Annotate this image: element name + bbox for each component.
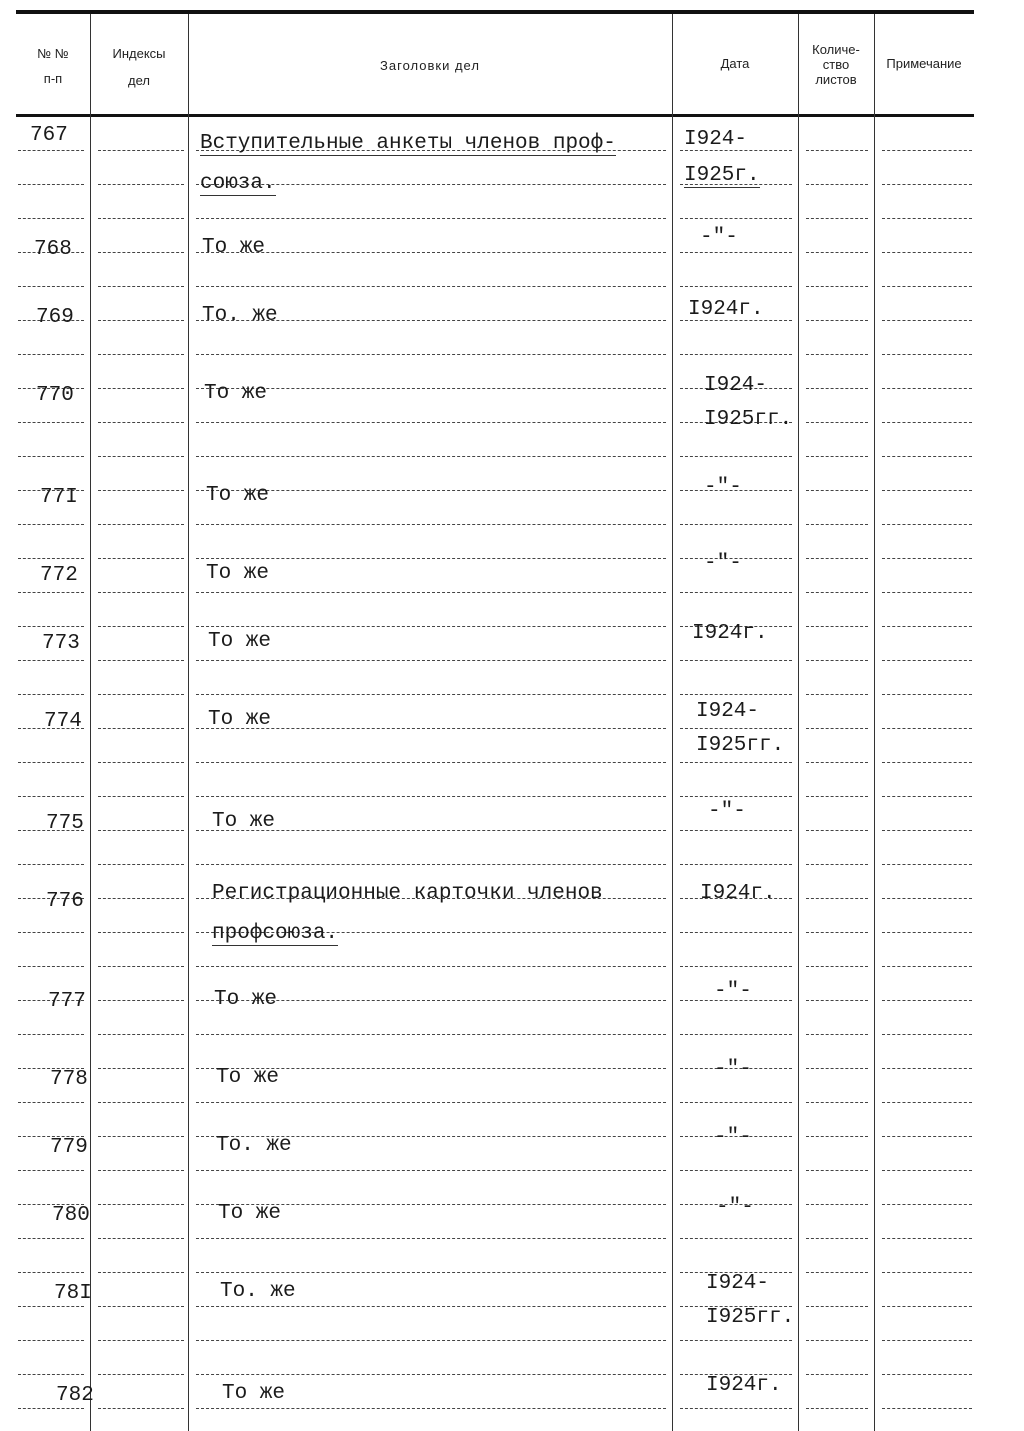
ruled-line — [882, 286, 972, 287]
ruled-line — [98, 1034, 184, 1035]
col-title-header — [188, 14, 672, 114]
ruled-line — [18, 626, 84, 627]
case-title: То. же — [202, 304, 278, 327]
ruled-line — [882, 1204, 972, 1205]
table-header — [16, 10, 974, 117]
row-number: 769 — [36, 306, 74, 329]
ruled-line — [806, 694, 868, 695]
ruled-line — [806, 932, 868, 933]
ruled-line — [806, 218, 868, 219]
col-date-header — [672, 14, 798, 114]
ruled-line — [680, 1034, 792, 1035]
ruled-line — [882, 1068, 972, 1069]
ruled-line — [18, 1340, 84, 1341]
ruled-line — [882, 1102, 972, 1103]
ruled-line — [806, 660, 868, 661]
ruled-line — [18, 558, 84, 559]
ruled-line — [98, 1136, 184, 1137]
col-index-sublabel: дел — [128, 73, 150, 88]
ruled-line — [882, 626, 972, 627]
ruled-line — [18, 422, 84, 423]
ruled-line — [18, 524, 84, 525]
ruled-line — [18, 456, 84, 457]
case-date: I924- — [704, 374, 768, 397]
ruled-line — [196, 1170, 666, 1171]
ruled-line — [18, 1272, 84, 1273]
ruled-line — [18, 796, 84, 797]
ruled-line — [806, 1340, 868, 1341]
ruled-line — [18, 1306, 84, 1307]
col-index-header — [90, 14, 188, 114]
ruled-line — [882, 150, 972, 151]
ruled-line — [680, 1170, 792, 1171]
case-date: -"- — [708, 800, 746, 823]
row-number: 767 — [30, 124, 68, 147]
ruled-line — [680, 456, 792, 457]
ruled-line — [98, 252, 184, 253]
ruled-line — [806, 1408, 868, 1409]
ruled-line — [680, 354, 792, 355]
ruled-line — [18, 966, 84, 967]
ruled-line — [196, 1408, 666, 1409]
ruled-line — [882, 660, 972, 661]
ruled-line — [196, 558, 666, 559]
row-number: 776 — [46, 890, 84, 913]
ruled-line — [98, 218, 184, 219]
ruled-line — [680, 830, 792, 831]
ruled-line — [806, 1272, 868, 1273]
ruled-line — [806, 1238, 868, 1239]
ruled-line — [98, 1306, 184, 1307]
col-sheets-label-3: листов — [815, 72, 857, 87]
col-note-header — [874, 14, 974, 114]
ruled-line — [882, 1170, 972, 1171]
ruled-line — [196, 694, 666, 695]
case-title: То же — [218, 1202, 282, 1225]
ruled-line — [18, 932, 84, 933]
case-date: I925гг. — [706, 1306, 795, 1329]
ruled-line — [196, 1306, 666, 1307]
ruled-line — [680, 286, 792, 287]
ruled-line — [196, 796, 666, 797]
ruled-line — [98, 388, 184, 389]
row-number: 770 — [36, 384, 74, 407]
case-date: I924- — [684, 128, 748, 151]
ruled-line — [680, 1408, 792, 1409]
ruled-line — [806, 524, 868, 525]
ruled-line — [98, 830, 184, 831]
ruled-line — [806, 898, 868, 899]
ruled-line — [18, 864, 84, 865]
col-number-header — [16, 14, 90, 114]
ruled-line — [18, 592, 84, 593]
row-number: 779 — [50, 1136, 88, 1159]
ruled-line — [806, 456, 868, 457]
ruled-line — [98, 1204, 184, 1205]
column-divider — [798, 14, 799, 1431]
ruled-line — [196, 286, 666, 287]
ruled-line — [882, 252, 972, 253]
case-date: I924г. — [700, 882, 776, 905]
ruled-line — [98, 558, 184, 559]
ruled-line — [98, 932, 184, 933]
ruled-line — [882, 218, 972, 219]
case-title: профсоюза. — [212, 922, 339, 945]
ruled-line — [196, 864, 666, 865]
ruled-line — [882, 592, 972, 593]
ruled-line — [18, 762, 84, 763]
case-title: Регистрационные карточки членов — [212, 882, 603, 905]
ruled-line — [806, 1306, 868, 1307]
col-number-label: № № — [37, 46, 69, 61]
ruled-line — [98, 1238, 184, 1239]
row-number: 782 — [56, 1384, 94, 1407]
case-date: I924- — [696, 700, 760, 723]
ruled-line — [882, 898, 972, 899]
col-date-label: Дата — [720, 56, 750, 71]
case-title: То же — [214, 988, 278, 1011]
ruled-line — [98, 422, 184, 423]
ruled-line — [196, 1340, 666, 1341]
case-title: То же — [208, 708, 272, 731]
ruled-line — [882, 422, 972, 423]
ruled-line — [18, 1374, 84, 1375]
ruled-line — [680, 796, 792, 797]
col-title-label: Заголовки дел — [380, 58, 480, 73]
ruled-line — [806, 762, 868, 763]
ruled-line — [98, 1000, 184, 1001]
case-title: То же — [206, 484, 270, 507]
case-date: -"- — [716, 1196, 754, 1219]
ruled-line — [98, 320, 184, 321]
ruled-line — [882, 320, 972, 321]
ruled-line — [680, 762, 792, 763]
ruled-line — [806, 388, 868, 389]
ruled-line — [98, 796, 184, 797]
ruled-line — [680, 966, 792, 967]
ruled-line — [196, 592, 666, 593]
ruled-line — [196, 1272, 666, 1273]
ruled-line — [806, 1374, 868, 1375]
ruled-line — [98, 1408, 184, 1409]
ruled-line — [98, 150, 184, 151]
ruled-line — [18, 1238, 84, 1239]
case-title: То же — [202, 236, 266, 259]
ruled-line — [98, 898, 184, 899]
ruled-line — [882, 1374, 972, 1375]
ruled-line — [196, 456, 666, 457]
ruled-line — [98, 1068, 184, 1069]
ruled-line — [882, 1272, 972, 1273]
row-number: 775 — [46, 812, 84, 835]
ruled-line — [680, 694, 792, 695]
case-date: I924г. — [692, 622, 768, 645]
ruled-line — [806, 1136, 868, 1137]
ruled-line — [806, 1000, 868, 1001]
ruled-line — [196, 354, 666, 355]
ruled-line — [196, 524, 666, 525]
ruled-line — [98, 660, 184, 661]
row-number: 773 — [42, 632, 80, 655]
col-index-label: Индексы — [112, 46, 166, 61]
case-date: I924г. — [688, 298, 764, 321]
ruled-line — [98, 966, 184, 967]
ruled-line — [806, 558, 868, 559]
ruled-line — [98, 762, 184, 763]
ruled-line — [680, 728, 792, 729]
case-title: То же — [204, 382, 268, 405]
ruled-line — [882, 1136, 972, 1137]
case-title: союза. — [200, 172, 276, 195]
ruled-line — [806, 150, 868, 151]
ruled-line — [196, 966, 666, 967]
ruled-line — [98, 1102, 184, 1103]
case-title: Вступительные анкеты членов проф- — [200, 132, 616, 155]
ruled-line — [882, 456, 972, 457]
case-title: То же — [206, 562, 270, 585]
ruled-line — [196, 1034, 666, 1035]
ruled-line — [98, 864, 184, 865]
case-date: -"- — [704, 476, 742, 499]
case-date: -"- — [714, 980, 752, 1003]
col-note-label: Примечание — [886, 56, 962, 71]
ruled-line — [98, 184, 184, 185]
ruled-line — [882, 830, 972, 831]
ruled-line — [882, 966, 972, 967]
row-number: 777 — [48, 990, 86, 1013]
ruled-line — [680, 864, 792, 865]
ruled-line — [882, 762, 972, 763]
ruled-line — [196, 660, 666, 661]
ruled-line — [882, 1000, 972, 1001]
ruled-line — [806, 490, 868, 491]
ruled-line — [806, 626, 868, 627]
ruled-line — [98, 1374, 184, 1375]
ruled-line — [98, 286, 184, 287]
column-divider — [874, 14, 875, 1431]
row-number: 772 — [40, 564, 78, 587]
case-title: То же — [212, 810, 276, 833]
ruled-line — [882, 1340, 972, 1341]
col-sheets-label-1: Количе- — [812, 42, 860, 57]
ruled-line — [18, 150, 84, 151]
ruled-line — [806, 864, 868, 865]
ruled-line — [98, 1170, 184, 1171]
ruled-line — [882, 694, 972, 695]
ruled-line — [18, 286, 84, 287]
ruled-line — [680, 660, 792, 661]
ruled-line — [806, 252, 868, 253]
col-sheets-label-2: ство — [822, 57, 850, 72]
ruled-line — [882, 864, 972, 865]
ruled-line — [882, 1034, 972, 1035]
ruled-line — [18, 1408, 84, 1409]
ruled-line — [98, 490, 184, 491]
column-divider — [188, 14, 189, 1431]
ruled-line — [18, 354, 84, 355]
case-title: То же — [208, 630, 272, 653]
ruled-line — [18, 1034, 84, 1035]
ruled-line — [18, 1102, 84, 1103]
column-divider — [90, 14, 91, 1431]
ruled-line — [882, 490, 972, 491]
ruled-line — [18, 660, 84, 661]
column-divider — [672, 14, 673, 1431]
case-date: -"- — [714, 1058, 752, 1081]
ruled-line — [806, 354, 868, 355]
case-date: -"- — [704, 552, 742, 575]
case-date: -"- — [714, 1126, 752, 1149]
row-number: 78I — [54, 1282, 92, 1305]
row-number: 77I — [40, 486, 78, 509]
row-number: 778 — [50, 1068, 88, 1091]
ruled-line — [680, 524, 792, 525]
ruled-line — [18, 1170, 84, 1171]
ruled-line — [806, 796, 868, 797]
ruled-line — [806, 728, 868, 729]
ruled-line — [882, 558, 972, 559]
ruled-line — [98, 524, 184, 525]
ruled-line — [196, 1102, 666, 1103]
ruled-line — [98, 456, 184, 457]
ruled-line — [806, 1170, 868, 1171]
ruled-line — [806, 184, 868, 185]
ruled-line — [806, 320, 868, 321]
ruled-line — [196, 626, 666, 627]
ruled-line — [18, 184, 84, 185]
ruled-line — [680, 1102, 792, 1103]
case-title: То же — [222, 1382, 286, 1405]
ruled-line — [806, 592, 868, 593]
ruled-line — [680, 1340, 792, 1341]
case-date: I924г. — [706, 1374, 782, 1397]
ruled-line — [806, 422, 868, 423]
ruled-line — [98, 626, 184, 627]
col-number-sublabel: п-п — [43, 71, 63, 86]
ruled-line — [882, 1306, 972, 1307]
ruled-line — [680, 252, 792, 253]
ruled-line — [196, 218, 666, 219]
ruled-line — [18, 694, 84, 695]
ruled-line — [882, 796, 972, 797]
row-number: 780 — [52, 1204, 90, 1227]
ruled-line — [882, 184, 972, 185]
case-title: То же — [216, 1066, 280, 1089]
case-title: То. же — [220, 1280, 296, 1303]
ruled-line — [98, 1340, 184, 1341]
ruled-line — [680, 932, 792, 933]
col-sheets-header — [798, 14, 874, 114]
ruled-line — [98, 354, 184, 355]
ruled-line — [882, 1408, 972, 1409]
ruled-line — [806, 1204, 868, 1205]
ruled-line — [196, 252, 666, 253]
ruled-line — [882, 1238, 972, 1239]
ruled-line — [196, 1374, 666, 1375]
ruled-line — [806, 286, 868, 287]
ruled-line — [882, 524, 972, 525]
ruled-line — [98, 1272, 184, 1273]
row-number: 774 — [44, 710, 82, 733]
ruled-line — [882, 388, 972, 389]
ruled-line — [806, 830, 868, 831]
ruled-line — [806, 966, 868, 967]
ruled-line — [806, 1068, 868, 1069]
ruled-line — [18, 218, 84, 219]
case-title: То. же — [216, 1134, 292, 1157]
ruled-line — [882, 932, 972, 933]
case-date: I925г. — [684, 164, 760, 187]
ruled-line — [98, 694, 184, 695]
ruled-line — [806, 1102, 868, 1103]
case-date: -"- — [700, 226, 738, 249]
case-date: I925гг. — [696, 734, 785, 757]
ruled-line — [98, 592, 184, 593]
ruled-line — [196, 762, 666, 763]
case-date: I925гг. — [704, 408, 793, 431]
ruled-line — [680, 592, 792, 593]
ruled-line — [680, 1238, 792, 1239]
ruled-line — [196, 422, 666, 423]
ruled-line — [882, 728, 972, 729]
ruled-line — [680, 218, 792, 219]
ruled-line — [806, 1034, 868, 1035]
ruled-line — [196, 1238, 666, 1239]
case-date: I924- — [706, 1272, 770, 1295]
ruled-line — [98, 728, 184, 729]
row-number: 768 — [34, 238, 72, 261]
ruled-line — [882, 354, 972, 355]
